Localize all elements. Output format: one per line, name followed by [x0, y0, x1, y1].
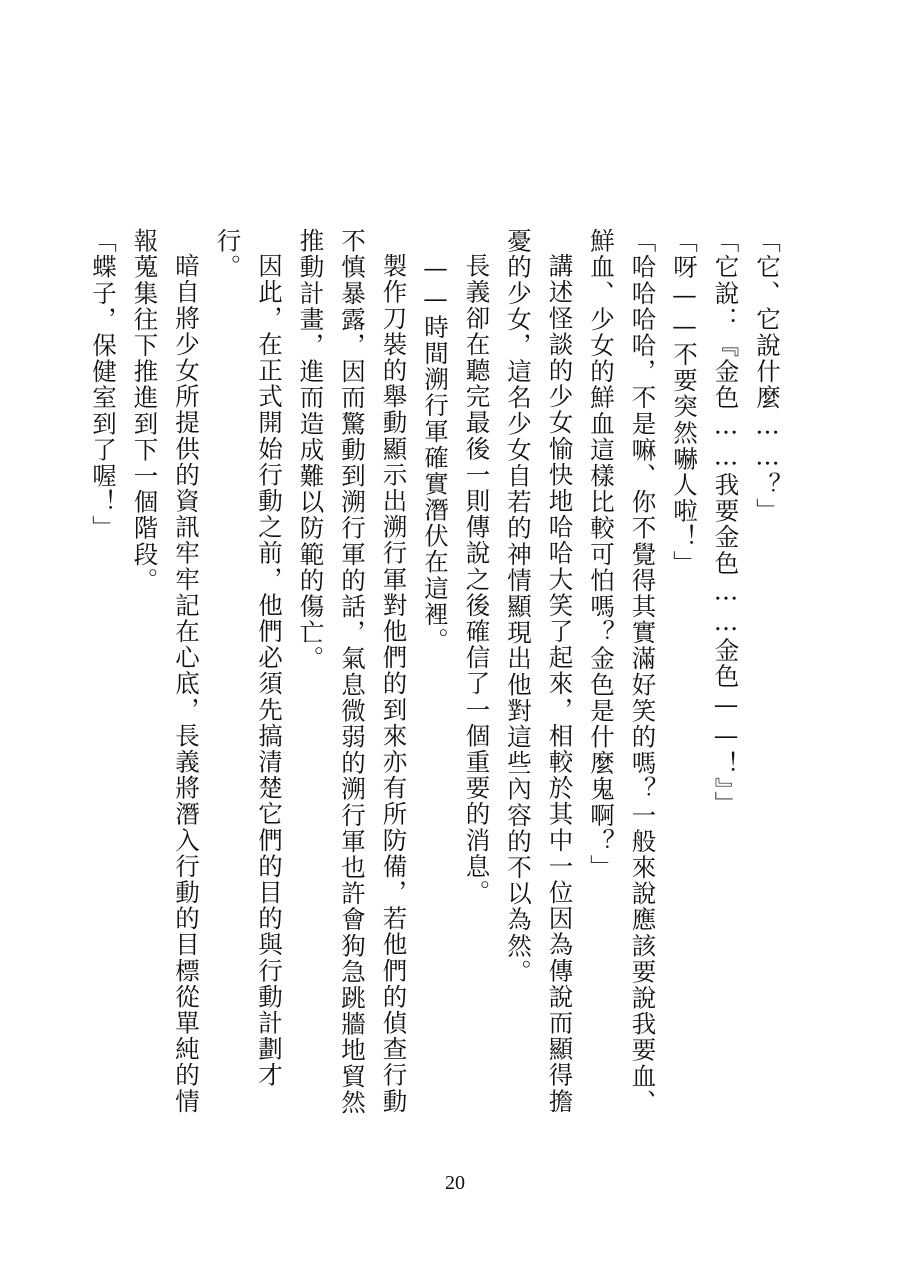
- dialogue-line: 「哈哈哈哈，不是嘛、你不覺得其實滿好笑的嗎？一般來說應該要說我要血、鮮血、少女的鮮血這樣比較可怕嗎？金色是什麼鬼啊？」: [587, 228, 658, 1116]
- vertical-text-body: [83, 228, 789, 1128]
- narration-paragraph: 講述怪談的少女愉快地哈哈大笑了起來，相較於其中一位因為傳說而顯得擔憂的少女，這名少女自若的神情顯現出他對這些內容的不以為然。: [504, 228, 575, 1114]
- narration-paragraph: 長義卻在聽完最後一則傳說之後確信了一個重要的消息。: [462, 252, 492, 905]
- narration-paragraph: 因此，在正式開始行動之前，他們必須先搞清楚它們的目的與行動計劃才行。: [213, 228, 284, 1088]
- narration-paragraph: 製作刀裝的舉動顯示出溯行軍對他們的到來亦有所防備，若他們的偵查行動不慎暴露，因而驚動到溯行軍的話，氣息微弱的溯行軍也許會狗急跳牆地貿然推動計畫，進而造成難以防範的傷亡。: [296, 228, 409, 1116]
- dialogue-line: 「呀——不要突然嚇人啦！」: [670, 228, 699, 577]
- narration-paragraph: 暗自將少女所提供的資訊牢牢記在心底，長義將潛入行動的目標從單純的情報蒐集往下推進到下一個階段。: [130, 228, 201, 1114]
- narration-paragraph: ——時間溯行軍確實潛伏在這裡。: [421, 252, 450, 653]
- page-number: 20: [445, 1172, 465, 1194]
- dialogue-line: 「它說：『金色……我要金色……金色——！』」: [711, 228, 741, 817]
- dialogue-line: 「它、它說什麼……？」: [753, 228, 782, 525]
- dialogue-line: 「蝶子，保健室到了喔！」: [89, 228, 118, 542]
